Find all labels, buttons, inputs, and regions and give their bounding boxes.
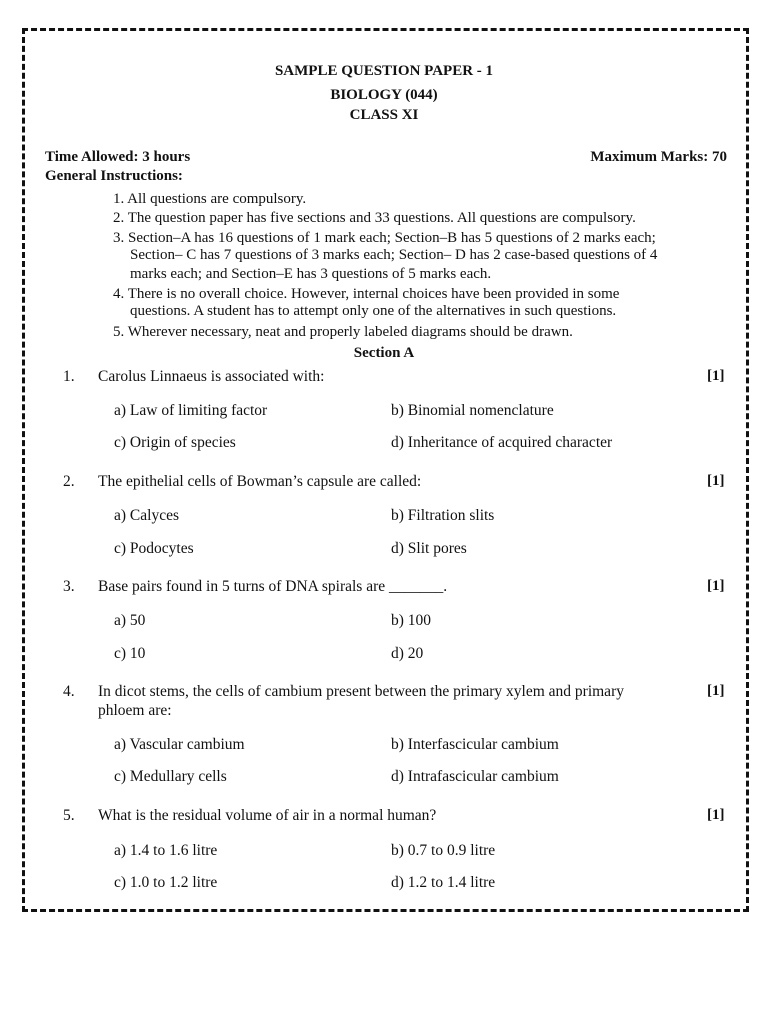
option-a: a) Law of limiting factor bbox=[114, 402, 268, 419]
question-number: 5. bbox=[63, 807, 75, 824]
question-text: What is the residual volume of air in a normal human? bbox=[98, 807, 437, 824]
option-a: a) Calyces bbox=[114, 507, 179, 524]
option-d: d) Slit pores bbox=[391, 540, 467, 557]
question-number: 3. bbox=[63, 578, 75, 595]
option-a: a) 1.4 to 1.6 litre bbox=[114, 842, 218, 859]
question-text: Carolus Linnaeus is associated with: bbox=[98, 368, 325, 385]
instruction-3-cont-2: marks each; and Section–E has 3 questions of 5 marks each. bbox=[130, 266, 492, 282]
section-heading: Section A bbox=[353, 345, 415, 361]
instruction-1: 1. All questions are compulsory. bbox=[113, 191, 307, 207]
instruction-4-cont: questions. A student has to attempt only one of the alternatives in such questions. bbox=[130, 303, 617, 319]
instruction-5: 5. Wherever necessary, neat and properly labeled diagrams should be drawn. bbox=[113, 324, 573, 340]
question-number: 2. bbox=[63, 473, 75, 490]
instruction-2: 2. The question paper has five sections and 33 questions. All questions are compulsory. bbox=[113, 210, 636, 226]
instruction-3-cont: Section– C has 7 questions of 3 marks each; Section– D has 2 case-based questions of 4 bbox=[130, 247, 658, 263]
option-d: d) 1.2 to 1.4 litre bbox=[391, 874, 496, 891]
time-allowed: Time Allowed: 3 hours bbox=[45, 149, 191, 165]
option-a: a) Vascular cambium bbox=[114, 736, 245, 753]
option-d: d) 20 bbox=[391, 645, 424, 662]
question-text: Base pairs found in 5 turns of DNA spirals are _______. bbox=[98, 578, 448, 595]
question-marks: [1] bbox=[707, 473, 725, 489]
question-number: 1. bbox=[63, 368, 75, 385]
option-d: d) Inheritance of acquired character bbox=[391, 434, 613, 451]
question-marks: [1] bbox=[707, 807, 725, 823]
option-b: b) Binomial nomenclature bbox=[391, 402, 554, 419]
question-text-cont: phloem are: bbox=[98, 702, 172, 719]
option-a: a) 50 bbox=[114, 612, 146, 629]
option-b: b) Interfascicular cambium bbox=[391, 736, 559, 753]
option-c: c) Medullary cells bbox=[114, 768, 227, 785]
question-text: In dicot stems, the cells of cambium present between the primary xylem and primary bbox=[98, 683, 624, 700]
instructions-heading: General Instructions: bbox=[45, 168, 183, 184]
paper-class: CLASS XI bbox=[349, 107, 419, 123]
instruction-4: 4. There is no overall choice. However, internal choices have been provided in some bbox=[113, 286, 620, 302]
maximum-marks: Maximum Marks: 70 bbox=[590, 149, 727, 165]
question-marks: [1] bbox=[707, 683, 725, 699]
question-marks: [1] bbox=[707, 368, 725, 384]
option-c: c) 10 bbox=[114, 645, 146, 662]
option-c: c) Origin of species bbox=[114, 434, 236, 451]
paper-subject: BIOLOGY (044) bbox=[330, 87, 438, 103]
option-b: b) 0.7 to 0.9 litre bbox=[391, 842, 496, 859]
option-c: c) 1.0 to 1.2 litre bbox=[114, 874, 218, 891]
option-b: b) 100 bbox=[391, 612, 432, 629]
option-b: b) Filtration slits bbox=[391, 507, 495, 524]
option-d: d) Intrafascicular cambium bbox=[391, 768, 559, 785]
question-marks: [1] bbox=[707, 578, 725, 594]
paper-title: SAMPLE QUESTION PAPER - 1 bbox=[274, 63, 494, 79]
instruction-3: 3. Section–A has 16 questions of 1 mark each; Section–B has 5 questions of 2 marks each; bbox=[113, 230, 656, 246]
question-number: 4. bbox=[63, 683, 75, 700]
question-text: The epithelial cells of Bowman’s capsule are called: bbox=[98, 473, 422, 490]
option-c: c) Podocytes bbox=[114, 540, 194, 557]
